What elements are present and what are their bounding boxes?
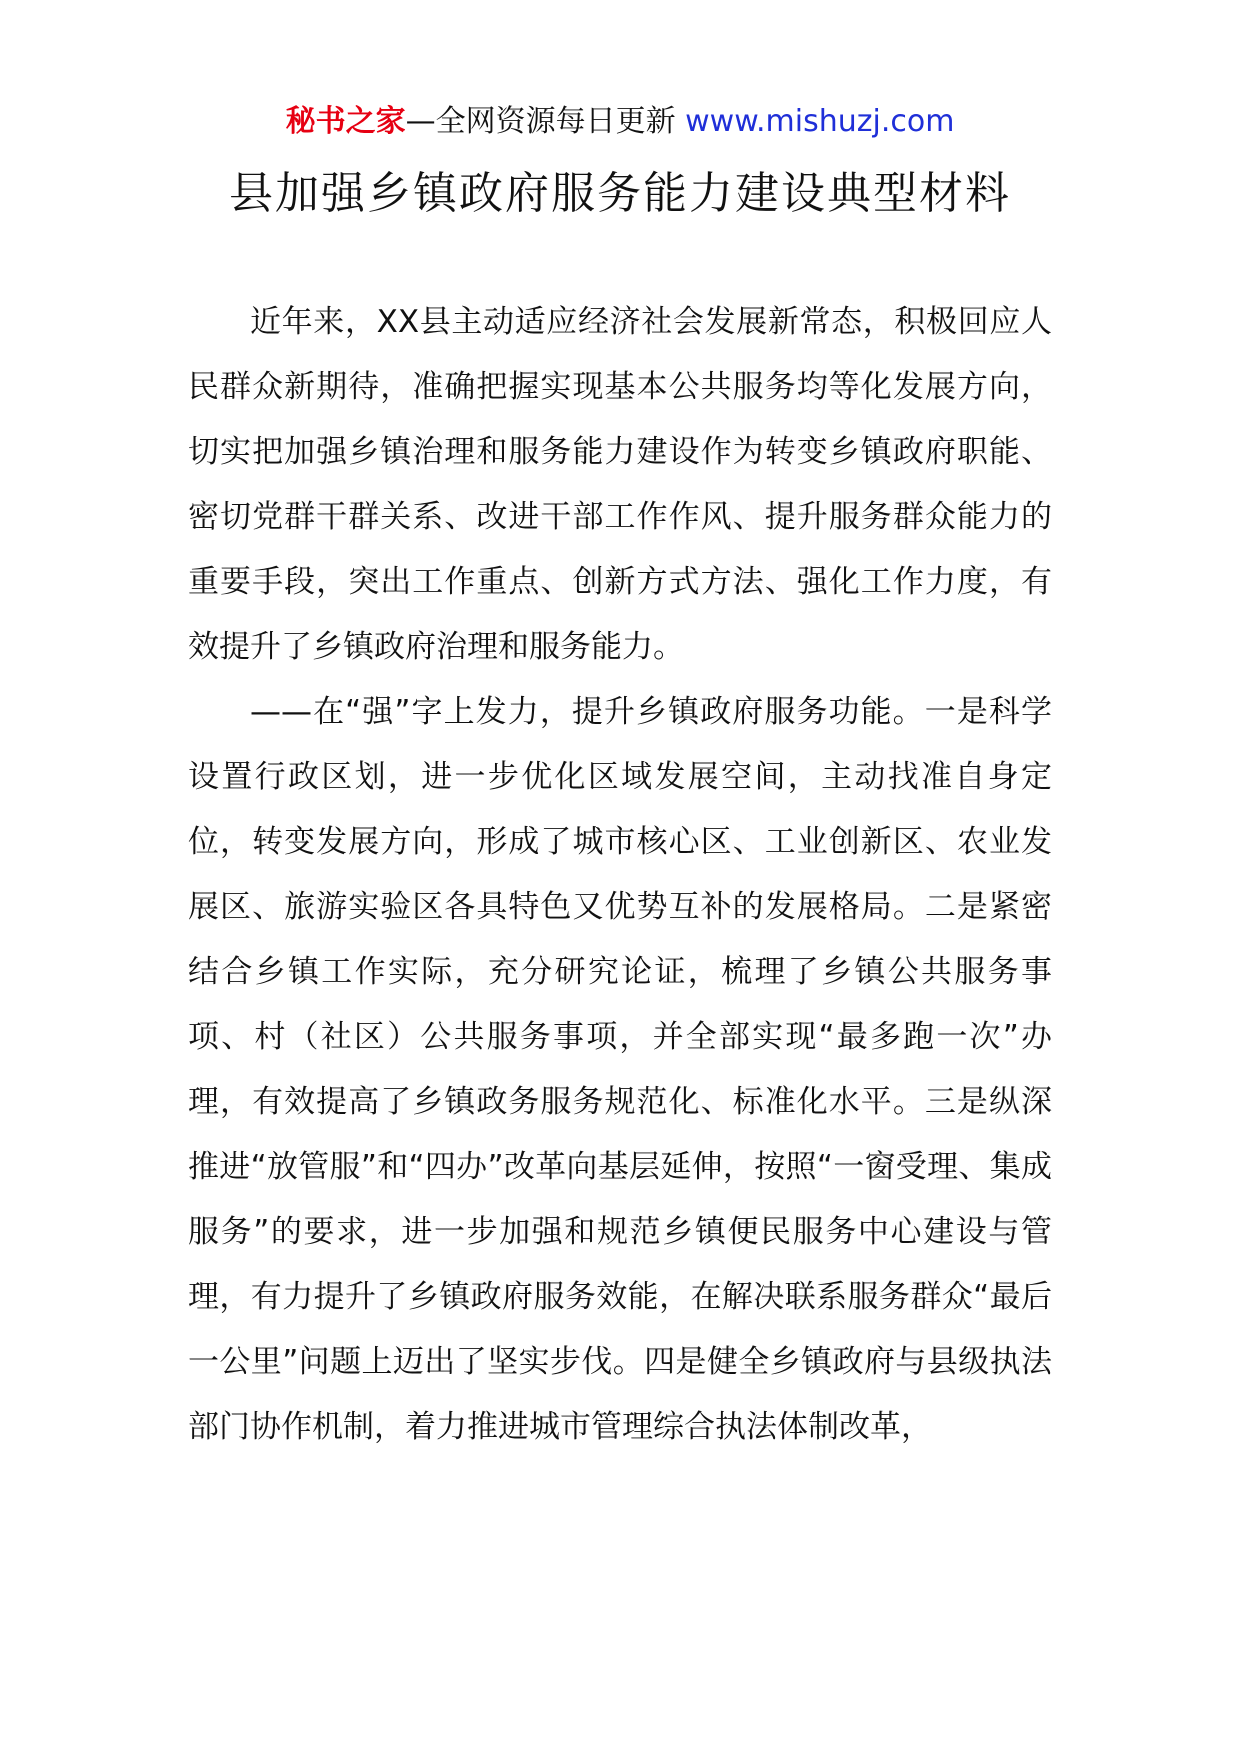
site-brand: 秘书之家 — [285, 104, 406, 139]
site-tagline: —全网资源每日更新 — [405, 104, 686, 139]
paragraph-intro: 近年来，XX县主动适应经济社会发展新常态，积极回应人民群众新期待，准确把握实现基本公共服务均等化发展方向，切实把加强乡镇治理和服务能力建设作为转变乡镇政府职能、密切党群干群关系、改进干部工作作风、提升服务群众能力的重要手段，突出工作重点、创新方式方法、强化工作力度，有效提升了乡镇政府治理和服务能力。 — [188, 304, 1052, 665]
document-title: 县加强乡镇政府服务能力建设典型材料 — [229, 168, 1011, 219]
site-header — [0, 100, 1240, 144]
document-body — [188, 290, 1052, 1460]
paragraph-section-one: ——在“强”字上发力，提升乡镇政府服务功能。一是科学设置行政区划，进一步优化区域发展空间，主动找准自身定位，转变发展方向，形成了城市核心区、工业创新区、农业发展区、旅游实验区各具特色又优势互补的发展格局。二是紧密结合乡镇工作实际，充分研究论证，梳理了乡镇公共服务事项、村（社区）公共服务事项，并全部实现“最多跑一次”办理，有效提高了乡镇政务服务规范化、标准化水平。三是纵深推进“放管服”和“四办”改革向基层延伸，按照“一窗受理、集成服务”的要求，进一步加强和规范乡镇便民服务中心建设与管理，有力提升了乡镇政府服务效能，在解决联系服务群众“最后一公里”问题上迈出了坚实步伐。四是健全乡镇政府与县级执法部门协作机制，着力推进城市管理综合执法体制改革， — [188, 694, 1052, 1445]
site-url-link[interactable]: www.mishuzj.com — [685, 104, 955, 139]
